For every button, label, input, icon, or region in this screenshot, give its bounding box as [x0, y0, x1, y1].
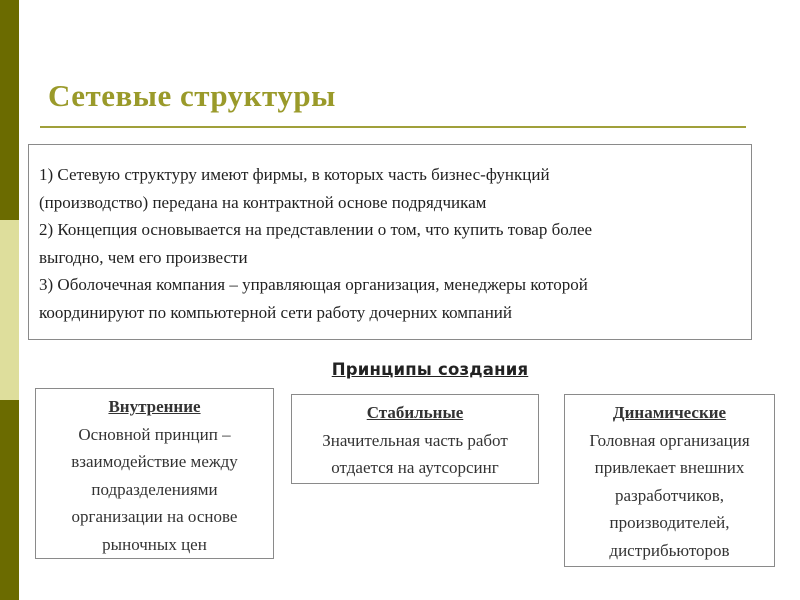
definition-line: выгодно, чем его произвести — [39, 247, 248, 267]
principle-card-dynamic — [564, 394, 775, 567]
card-line: отдается на аутсорсинг — [331, 458, 499, 477]
definition-line: (производство) передана на контрактной основе подрядчикам — [39, 192, 487, 212]
definition-line: координируют по компьютерной сети работу дочерних компаний — [39, 302, 512, 322]
card-line: организации на основе — [71, 507, 238, 526]
title-underline-rule — [40, 126, 746, 128]
sidebar-light-segment — [0, 220, 19, 400]
card-title: Динамические — [612, 403, 727, 422]
card-title: Стабильные — [366, 403, 464, 422]
sidebar-decoration — [0, 0, 19, 600]
card-line: Основной принцип – — [78, 424, 231, 444]
definition-line: 3) Оболочечная компания – управляющая организация, менеджеры которой — [39, 275, 588, 294]
principle-card-internal — [35, 388, 274, 559]
sidebar-dark-segment — [0, 0, 19, 220]
definition-box — [28, 144, 752, 340]
card-line: подразделениями — [91, 479, 218, 499]
card-line: дистрибьюторов — [609, 540, 730, 560]
definition-line: 2) Концепция основывается на представлении о том, что купить товар более — [39, 220, 593, 239]
card-line: привлекает внешних — [594, 458, 745, 477]
card-line: Головная организация — [589, 430, 750, 450]
definition-line: 1) Сетевую структуру имеют фирмы, в которых часть бизнес-функций — [39, 165, 550, 184]
principle-card-stable — [291, 394, 539, 484]
card-line: производителей, — [609, 513, 730, 532]
card-title: Внутренние — [108, 397, 201, 416]
card-line: взаимодействие между — [71, 452, 238, 471]
card-line: разработчиков, — [615, 485, 724, 505]
card-line: рыночных цен — [102, 534, 207, 554]
principles-heading: Принципы создания — [331, 360, 529, 379]
slide-title: Сетевые структуры — [48, 78, 336, 113]
card-line: Значительная часть работ — [322, 430, 508, 450]
sidebar-dark-segment-bottom — [0, 400, 19, 600]
